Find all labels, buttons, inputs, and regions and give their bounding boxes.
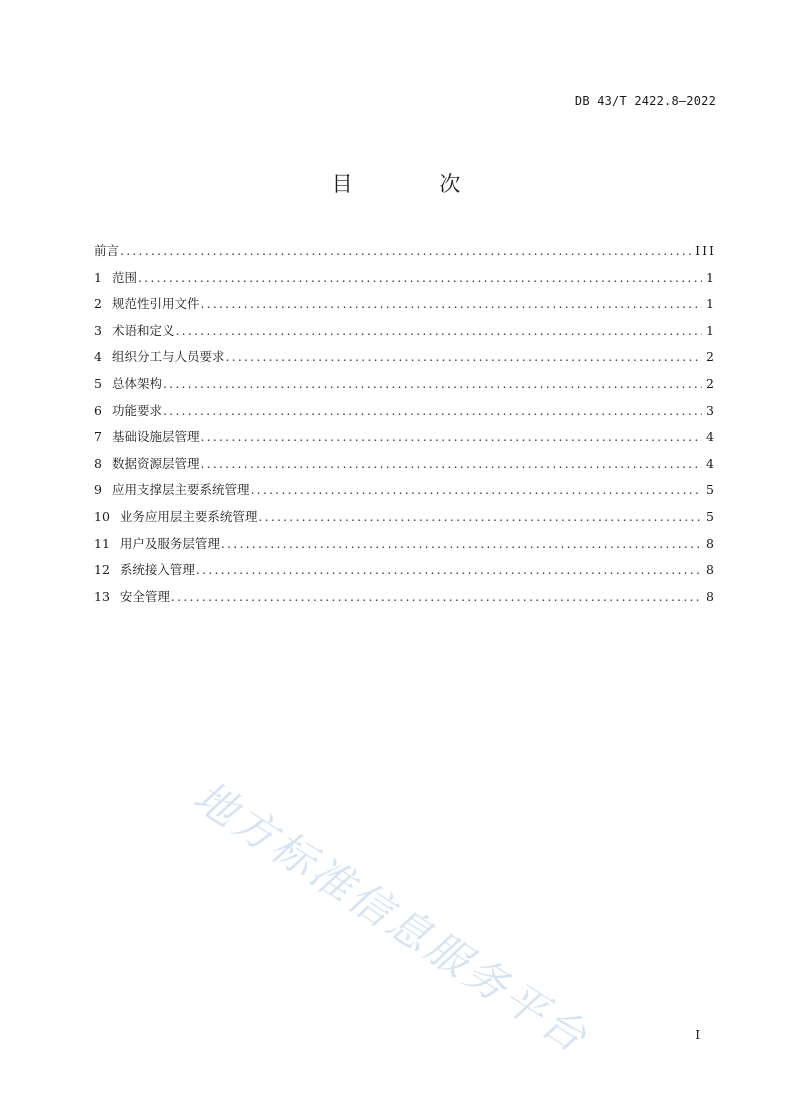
toc-entry-number: 2 [94,296,102,312]
toc-entry-10[interactable] [94,504,716,531]
toc-entry-7[interactable] [94,424,716,451]
toc-entry-label: 术语和定义 [111,322,175,338]
toc-entry-number: 9 [94,482,102,498]
toc-entry-number: 4 [94,349,102,365]
toc-leader-dots [225,344,702,371]
toc-list [94,238,716,610]
toc-entry-label: 总体架构 [111,375,162,391]
toc-leader-dots [120,238,691,265]
toc-entry-page: 2 [706,375,716,391]
toc-entry-page: 8 [706,535,716,551]
toc-entry-page: 1 [706,296,716,312]
toc-entry-number: 11 [94,535,110,551]
toc-entry-9[interactable] [94,477,716,504]
toc-leader-dots [258,504,702,531]
toc-entry-page: 4 [706,429,716,445]
toc-leader-dots [200,451,702,478]
toc-title: 目 次 [331,172,501,196]
page-number: I [695,1028,700,1042]
toc-entry-number: 13 [94,588,110,604]
watermark-text: 地方标准信息服务平台 [185,771,598,1064]
toc-entry-page: 3 [706,402,716,418]
toc-entry-number: 12 [94,562,110,578]
toc-entry-label: 数据资源层管理 [111,455,200,471]
toc-entry-label: 业务应用层主要系统管理 [119,508,258,524]
toc-entry-number: 7 [94,429,102,445]
toc-entry-page: 2 [706,349,716,365]
toc-entry-page: III [695,243,716,258]
toc-entry-number: 8 [94,455,102,471]
toc-entry-13[interactable] [94,584,716,611]
toc-entry-label: 系统接入管理 [119,562,195,578]
toc-entry-1[interactable] [94,265,716,292]
toc-entry-page: 4 [706,455,716,471]
toc-entry-number: 3 [94,322,102,338]
toc-leader-dots [138,265,702,292]
toc-leader-dots [250,477,702,504]
toc-entry-number: 5 [94,375,102,391]
toc-entry-4[interactable] [94,344,716,371]
toc-entry-page: 8 [706,562,716,578]
toc-entry-page: 1 [706,269,716,285]
toc-entry-label: 应用支撑层主要系统管理 [111,482,250,498]
toc-leader-dots [200,424,702,451]
toc-entry-11[interactable] [94,531,716,558]
toc-entry-label: 用户及服务层管理 [119,535,220,551]
toc-leader-dots [163,398,702,425]
toc-entry-page: 1 [706,322,716,338]
toc-entry-12[interactable] [94,557,716,584]
toc-leader-dots [196,557,702,584]
toc-entry-number: 1 [94,269,102,285]
toc-leader-dots [163,371,702,398]
toc-entry-foreword[interactable] [94,238,716,265]
toc-leader-dots [171,584,702,611]
toc-entry-label: 规范性引用文件 [111,296,200,312]
toc-entry-label: 基础设施层管理 [111,429,200,445]
toc-entry-page: 8 [706,588,716,604]
toc-entry-label: 组织分工与人员要求 [111,349,225,365]
toc-entry-5[interactable] [94,371,716,398]
toc-leader-dots [175,318,702,345]
toc-leader-dots [200,291,702,318]
toc-entry-label: 功能要求 [111,402,162,418]
standard-number: DB 43/T 2422.8—2022 [574,94,716,108]
toc-leader-dots [221,531,702,558]
toc-entry-2[interactable] [94,291,716,318]
toc-entry-label: 前言 [94,243,120,258]
toc-entry-8[interactable] [94,451,716,478]
toc-entry-number: 6 [94,402,102,418]
toc-entry-3[interactable] [94,318,716,345]
toc-entry-label: 范围 [111,269,137,285]
toc-entry-number: 10 [94,508,110,524]
toc-entry-page: 5 [706,482,716,498]
toc-entry-6[interactable] [94,398,716,425]
toc-entry-label: 安全管理 [119,588,170,604]
toc-entry-page: 5 [706,508,716,524]
